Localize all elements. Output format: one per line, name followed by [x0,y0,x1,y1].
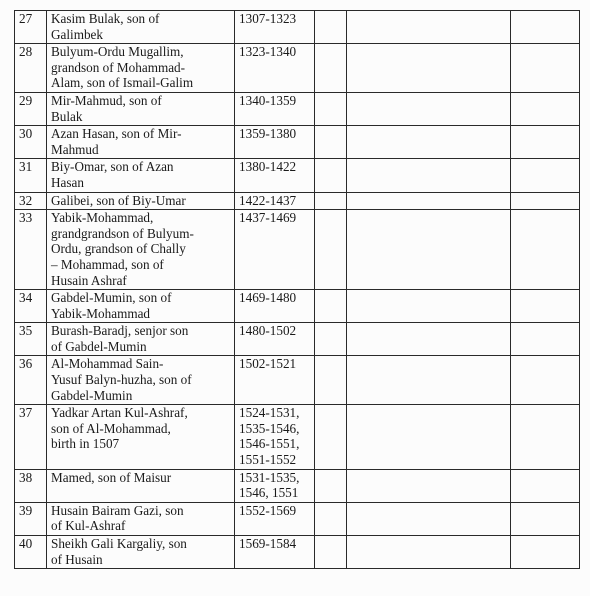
empty-cell-3 [511,210,580,290]
empty-cell-1 [315,536,347,569]
empty-cell-3 [511,126,580,159]
empty-cell-1 [315,469,347,502]
reign-years-cell [235,405,315,469]
empty-cell-1 [315,44,347,93]
ruler-name-line: Yadkar Artan Kul-Ashraf, [51,405,188,421]
empty-cell-3 [511,356,580,405]
empty-cell-1 [315,405,347,469]
empty-cell-3 [511,192,580,210]
ruler-name-cell [47,290,235,323]
reign-years-cell [235,323,315,356]
table-row [15,536,580,569]
ruler-name-line: Kasim Bulak, son of [51,11,160,26]
empty-cell-2 [347,126,511,159]
reign-years-line: 1307-1323 [239,11,297,26]
table-row [15,323,580,356]
empty-cell-2 [347,44,511,93]
empty-cell-3 [511,502,580,535]
ruler-name-line: Husain Ashraf [51,272,127,288]
reign-years-line: 1340-1359 [239,92,297,108]
ruler-name-cell [47,92,235,125]
empty-cell-3 [511,11,580,44]
row-number: 29 [15,92,47,125]
empty-cell-1 [315,11,347,44]
ruler-name-cell [47,11,235,44]
empty-cell-3 [511,323,580,356]
reign-years-line: 1531-1535, [239,469,300,485]
row-number: 37 [15,405,47,469]
ruler-name-line: Burash-Baradj, senjor son [51,323,189,339]
reign-years-line: 1546-1551, [239,436,300,452]
row-number: 40 [15,536,47,569]
row-number: 33 [15,210,47,290]
ruler-name-line: Ordu, grandson of Chally [51,241,186,257]
empty-cell-1 [315,126,347,159]
empty-cell-3 [511,92,580,125]
reign-years-line: 1480-1502 [239,323,297,339]
ruler-name-line: Hasan [51,174,84,190]
empty-cell-2 [347,356,511,405]
ruler-name-cell [47,469,235,502]
ruler-name-line: Gabdel-Mumin, son of [51,290,172,306]
reign-years-cell [235,126,315,159]
ruler-name-line: Bulyum-Ordu Mugallim, [51,44,184,60]
empty-cell-1 [315,159,347,192]
ruler-name-cell [47,536,235,569]
ruler-name-line: Galimbek [51,26,104,42]
reign-years-line: 1380-1422 [239,159,297,175]
table-row [15,126,580,159]
ruler-name-line: grandgrandson of Bulyum- [51,225,194,241]
row-number: 36 [15,356,47,405]
row-number: 34 [15,290,47,323]
ruler-name-cell [47,44,235,93]
ruler-name-line: – Mohammad, son of [51,256,164,272]
table-row [15,92,580,125]
empty-cell-3 [511,290,580,323]
ruler-name-line: of Kul-Ashraf [51,518,126,534]
ruler-name-line: of Husain [51,551,103,567]
ruler-name-line: Alam, son of Ismail-Galim [51,75,194,91]
empty-cell-2 [347,290,511,323]
ruler-name-line: Yabik-Mohammad, [51,210,154,226]
reign-years-cell [235,469,315,502]
empty-cell-3 [511,536,580,569]
row-number: 32 [15,192,47,210]
empty-cell-1 [315,290,347,323]
table-row [15,210,580,290]
empty-cell-2 [347,323,511,356]
reign-years-line: 1546, 1551 [239,485,299,501]
ruler-name-line: Yusuf Balyn-huzha, son of [51,372,192,388]
empty-cell-2 [347,11,511,44]
table-row [15,356,580,405]
empty-cell-2 [347,405,511,469]
empty-cell-1 [315,323,347,356]
reign-years-line: 1359-1380 [239,126,297,142]
ruler-name-cell [47,323,235,356]
ruler-name-line: Bulak [51,108,83,124]
row-number: 30 [15,126,47,159]
row-number: 35 [15,323,47,356]
ruler-name-cell [47,159,235,192]
reign-years-line: 1569-1584 [239,536,297,551]
empty-cell-1 [315,192,347,210]
empty-cell-1 [315,356,347,405]
table-body [15,11,580,569]
ruler-name-cell [47,210,235,290]
reign-years-line: 1551-1552 [239,452,297,468]
reign-years-line: 1469-1480 [239,290,297,306]
ruler-name-cell [47,405,235,469]
ruler-name-line: Yabik-Mohammad [51,305,151,321]
reign-years-cell [235,159,315,192]
reign-years-line: 1535-1546, [239,420,300,436]
table-row [15,469,580,502]
ruler-name-line: Mir-Mahmud, son of [51,92,162,108]
ruler-name-line: Gabdel-Mumin [51,387,133,403]
row-number: 31 [15,159,47,192]
reign-years-line: 1422-1437 [239,192,297,208]
ruler-name-line: son of Al-Mohammad, [51,420,171,436]
empty-cell-1 [315,210,347,290]
row-number: 27 [15,11,47,44]
table-row [15,11,580,44]
reign-years-cell [235,290,315,323]
empty-cell-2 [347,159,511,192]
reign-years-cell [235,92,315,125]
empty-cell-2 [347,210,511,290]
table-row [15,192,580,210]
reign-years-cell [235,356,315,405]
reign-years-cell [235,502,315,535]
ruler-name-line: Mahmud [51,141,99,157]
ruler-name-cell [47,126,235,159]
empty-cell-3 [511,469,580,502]
empty-cell-1 [315,502,347,535]
reign-years-cell [235,44,315,93]
empty-cell-2 [347,469,511,502]
ruler-name-line: Galibei, son of Biy-Umar [51,192,186,208]
ruler-name-cell [47,502,235,535]
table-row [15,502,580,535]
ruler-name-cell [47,192,235,210]
reign-years-line: 1552-1569 [239,502,297,518]
ruler-name-line: birth in 1507 [51,436,120,452]
empty-cell-1 [315,92,347,125]
rulers-table [14,10,580,569]
ruler-name-line: Biy-Omar, son of Azan [51,159,174,175]
reign-years-line: 1524-1531, [239,405,300,421]
ruler-name-line: Mamed, son of Maisur [51,469,172,485]
row-number: 28 [15,44,47,93]
reign-years-line: 1437-1469 [239,210,297,226]
empty-cell-3 [511,44,580,93]
ruler-name-line: grandson of Mohammad- [51,59,186,75]
ruler-name-line: Al-Mohammad Sain- [51,356,164,372]
reign-years-cell [235,192,315,210]
empty-cell-3 [511,159,580,192]
reign-years-cell [235,11,315,44]
ruler-name-line: Sheikh Gali Kargaliy, son [51,536,187,551]
reign-years-cell [235,536,315,569]
ruler-name-line: of Gabdel-Mumin [51,338,147,354]
empty-cell-2 [347,536,511,569]
reign-years-cell [235,210,315,290]
empty-cell-2 [347,92,511,125]
empty-cell-2 [347,192,511,210]
table-row [15,405,580,469]
table-row [15,159,580,192]
row-number: 38 [15,469,47,502]
row-number: 39 [15,502,47,535]
reign-years-line: 1323-1340 [239,44,297,60]
table-row [15,44,580,93]
empty-cell-2 [347,502,511,535]
ruler-name-cell [47,356,235,405]
table-row [15,290,580,323]
empty-cell-3 [511,405,580,469]
ruler-name-line: Husain Bairam Gazi, son [51,502,184,518]
reign-years-line: 1502-1521 [239,356,297,372]
ruler-name-line: Azan Hasan, son of Mir- [51,126,182,142]
